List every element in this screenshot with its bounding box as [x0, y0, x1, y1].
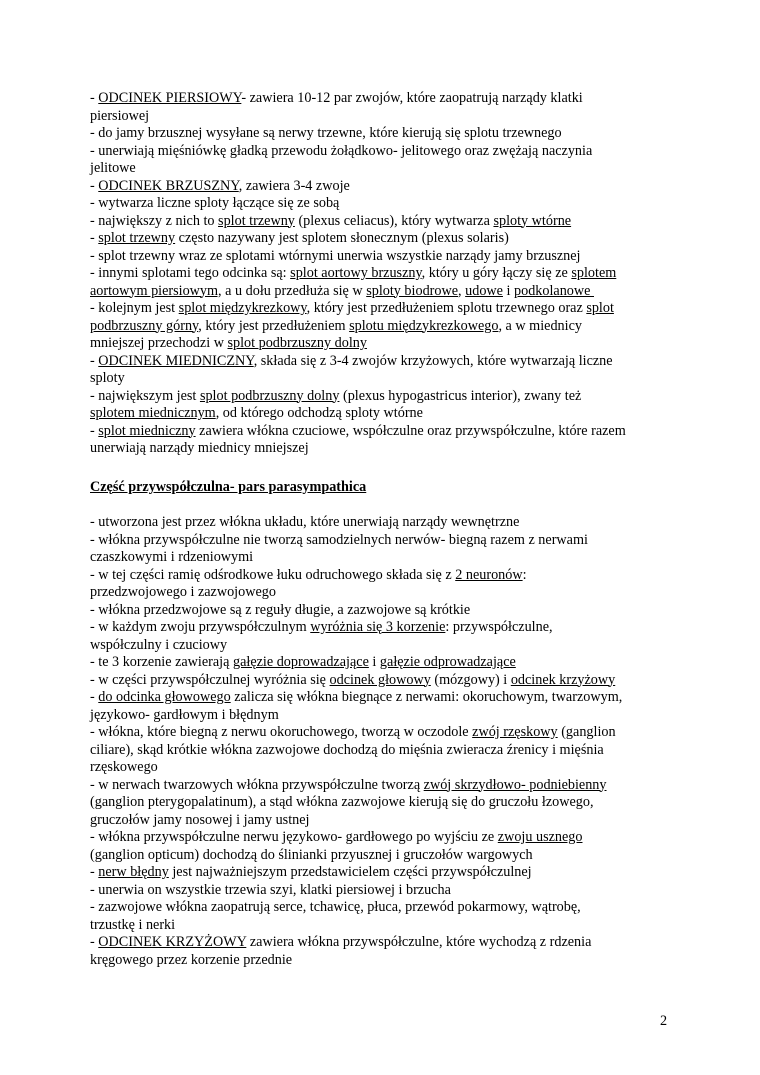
underlined-term: podbrzuszny górny: [90, 317, 199, 334]
underlined-term: splotem miednicznym: [90, 405, 216, 421]
text-segment: trzustkę i nerki: [90, 916, 176, 933]
text-line: [90, 335, 680, 353]
text-line: [90, 654, 690, 672]
text-segment: - w każdym zwoju przywspółczulnym: [90, 619, 311, 635]
underlined-term: odcinek krzyżowy: [510, 671, 616, 688]
text-segment: - utworzona jest przez włókna układu, które unerwiają narządy wewnętrzne: [90, 514, 520, 530]
text-segment: i: [368, 654, 380, 670]
text-segment: - największym jest: [90, 387, 200, 404]
text-line: [90, 619, 690, 637]
underlined-term: 2 neuronów: [455, 566, 523, 583]
text-segment: , który jest przedłużeniem: [198, 317, 350, 334]
text-segment: (mózgowy) i: [430, 671, 511, 688]
text-line: [90, 637, 690, 655]
text-segment: -: [90, 934, 99, 950]
text-line: [90, 812, 690, 830]
underlined-term: sploty biodrowe: [366, 282, 459, 299]
text-line: [90, 230, 680, 248]
text-segment: często nazywany jest splotem słonecznym (plexus solaris): [175, 230, 509, 246]
text-line: [90, 108, 680, 126]
text-line: [90, 283, 680, 301]
text-segment: -: [90, 422, 99, 439]
underlined-term: zwoju usznego: [497, 829, 583, 845]
underlined-term: splot podbrzuszny dolny: [227, 335, 367, 351]
text-line: [90, 160, 680, 178]
text-line: [90, 602, 690, 620]
text-line: [90, 794, 690, 812]
text-line: [90, 759, 690, 777]
text-segment: -: [90, 689, 99, 705]
text-segment: (ganglion pterygopalatinum), a stąd włókna zazwojowe kierują się do gruczołu łzowego,: [90, 794, 594, 810]
text-segment: ,: [458, 282, 466, 299]
underlined-term: wyróżnia się 3 korzenie: [310, 619, 446, 635]
text-segment: - kolejnym jest: [90, 300, 179, 316]
text-segment: - do jamy brzusznej wysyłane są nerwy trzewne, które kierują się splotu trzewnego: [90, 125, 562, 141]
text-line: [90, 567, 690, 585]
text-line: [90, 125, 680, 143]
text-line: [90, 514, 690, 532]
underlined-term: podkolanowe: [514, 282, 594, 299]
text-segment: -: [90, 864, 99, 880]
text-segment: , od którego odchodzą sploty wtórne: [215, 405, 423, 421]
underlined-term: splot trzewny: [218, 212, 295, 229]
text-segment: - w nerwach twarzowych włókna przywspółczulne tworzą: [90, 776, 424, 793]
underlined-term: ODCINEK BRZUSZNY: [98, 177, 239, 194]
text-segment: - unerwia on wszystkie trzewia szyi, klatki piersiowej i brzucha: [90, 881, 451, 898]
text-segment: jelitowe: [90, 160, 136, 176]
underlined-term: splot: [586, 300, 614, 316]
text-segment: zawiera włókna czuciowe, współczulne oraz przywspółczulne, które razem: [195, 422, 626, 439]
underlined-term: splot podbrzuszny dolny: [199, 387, 340, 404]
underlined-term: udowe: [465, 282, 503, 299]
underlined-term: zwój skrzydłowo- podniebienny: [423, 776, 607, 793]
text-segment: - zazwojowe włókna zaopatrują serce, tchawicę, płuca, przewód pokarmowy, wątrobę,: [90, 899, 581, 915]
text-segment: rzęskowego: [90, 759, 158, 775]
text-segment: (plexus celiacus), który wytwarza: [294, 212, 494, 229]
text-line: [90, 847, 690, 865]
text-line: [90, 248, 680, 266]
text-line: [90, 265, 680, 283]
text-line: [90, 318, 680, 336]
text-segment: -: [90, 352, 99, 369]
text-line: [90, 532, 690, 550]
section-parasympathetic-text: [90, 514, 690, 969]
text-line: [90, 917, 690, 935]
text-segment: - w części przywspółczulnej wyróżnia się: [90, 671, 330, 688]
text-line: [90, 353, 680, 371]
text-line: [90, 777, 690, 795]
text-segment: -: [90, 177, 99, 194]
text-segment: - włókna przywspółczulne nie tworzą samodzielnych nerwów- biegną razem z nerwami: [90, 531, 588, 548]
text-line: [90, 952, 690, 970]
underlined-term: sploty wtórne: [493, 212, 572, 229]
text-segment: , składa się z 3-4 zwojów krzyżowych, które wytwarzają liczne: [253, 352, 613, 369]
text-segment: , który u góry łączy się ze: [421, 265, 572, 281]
page-number: 2: [660, 1013, 668, 1029]
text-line: [90, 423, 680, 441]
text-segment: - w tej części ramię odśrodkowe łuku odruchowego składa się z: [90, 566, 456, 583]
underlined-term: ODCINEK PIERSIOWY: [98, 90, 242, 106]
section-heading-parasympathetic: Część przywspółczulna- pars parasympathica: [90, 479, 367, 495]
text-segment: (ganglion: [557, 724, 616, 740]
text-line: [90, 864, 690, 882]
text-segment: -: [90, 230, 99, 246]
text-segment: współczulny i czuciowy: [90, 636, 228, 653]
underlined-term: do odcinka głowowego: [98, 689, 231, 705]
text-segment: , który jest przedłużeniem splotu trzewnego oraz: [306, 300, 587, 316]
text-line: [90, 724, 690, 742]
text-line: [90, 672, 690, 690]
text-segment: zalicza się włókna biegnące z nerwami: okoruchowym, twarzowym,: [230, 689, 623, 705]
text-segment: - włókna przedzwojowe są z reguły długie, a zazwojowe są krótkie: [90, 601, 471, 618]
underlined-term: splotu międzykrezkowego: [349, 317, 499, 334]
text-segment: - te 3 korzenie zawierają: [90, 654, 233, 670]
text-line: [90, 549, 690, 567]
text-segment: - największy z nich to: [90, 212, 219, 229]
underlined-term: ODCINEK MIEDNICZNY: [98, 352, 254, 369]
underlined-term: zwój rzęskowy: [472, 724, 558, 740]
text-line: [90, 90, 680, 108]
text-line: [90, 300, 680, 318]
text-line: [90, 934, 690, 952]
text-line: [90, 195, 680, 213]
text-line: [90, 584, 690, 602]
text-segment: (ganglion opticum) dochodzą do ślinianki przyusznej i gruczołów wargowych: [90, 846, 533, 863]
text-segment: , zawiera 3-4 zwoje: [238, 177, 350, 194]
text-segment: :: [522, 566, 527, 583]
underlined-term: splotem: [571, 265, 617, 281]
text-segment: - włókna, które biegną z nerwu okoruchowego, tworzą w oczodole: [90, 724, 473, 740]
text-line: [90, 829, 690, 847]
text-segment: ciliare), skąd krótkie włókna zazwojowe dochodzą do mięśnia zwieracza źrenicy i mięśnia: [90, 741, 604, 758]
text-segment: zawiera włókna przywspółczulne, które wychodzą z rdzenia: [246, 934, 592, 950]
text-segment: , a w miednicy: [498, 317, 582, 334]
text-segment: piersiowej: [90, 107, 150, 124]
text-segment: -: [90, 90, 99, 106]
text-line: [90, 388, 680, 406]
text-segment: - unerwiają mięśniówkę gładką przewodu żołądkowo- jelitowego oraz zwężają naczynia: [90, 142, 593, 159]
text-line: [90, 882, 690, 900]
text-line: [90, 143, 680, 161]
text-line: [90, 213, 680, 231]
text-segment: kręgowego przez korzenie przednie: [90, 951, 293, 968]
text-segment: a u dołu przedłuża się w: [221, 282, 367, 299]
text-segment: sploty: [90, 370, 125, 386]
underlined-term: gałęzie odprowadzające: [379, 654, 516, 670]
text-segment: czaszkowymi i rdzeniowymi: [90, 549, 254, 565]
text-segment: - włókna przywspółczulne nerwu językowo- gardłowego po wyjściu ze: [90, 829, 498, 845]
text-segment: - wytwarza liczne sploty łączące się ze sobą: [90, 195, 340, 211]
underlined-term: nerw błędny: [98, 864, 169, 880]
text-segment: gruczołów jamy nosowej i jamy ustnej: [90, 811, 310, 828]
underlined-term: splot miedniczny: [98, 422, 196, 439]
text-line: [90, 178, 680, 196]
text-segment: i: [502, 282, 514, 299]
section-sympathetic-text: [90, 90, 680, 458]
text-segment: jest najważniejszym przedstawicielem części przywspółczulnej: [168, 864, 532, 880]
text-line: [90, 707, 690, 725]
text-line: [90, 405, 680, 423]
underlined-term: gałęzie doprowadzające: [232, 654, 369, 670]
text-line: [90, 899, 690, 917]
text-line: [90, 689, 690, 707]
text-segment: językowo- gardłowym i błędnym: [90, 706, 279, 723]
text-segment: unerwiają narządy miednicy mniejszej: [90, 440, 309, 456]
underlined-term: splot aortowy brzuszny: [290, 265, 422, 281]
text-line: [90, 440, 680, 458]
text-segment: przedzwojowego i zazwojowego: [90, 584, 276, 600]
text-segment: - innymi splotami tego odcinka są:: [90, 265, 291, 281]
underlined-term: odcinek głowowy: [329, 671, 431, 688]
text-line: [90, 370, 680, 388]
text-segment: : przywspółczulne,: [445, 619, 553, 635]
underlined-term: splot międzykrezkowy: [178, 300, 307, 316]
underlined-term: aortowym piersiowym,: [90, 282, 222, 299]
underlined-term: ODCINEK KRZYŻOWY: [98, 934, 247, 950]
text-segment: - splot trzewny wraz ze splotami wtórnymi unerwia wszystkie narządy jamy brzusznej: [90, 247, 581, 264]
text-segment: mniejszej przechodzi w: [90, 335, 228, 351]
text-segment: (plexus hypogastricus interior), zwany też: [339, 387, 582, 404]
text-segment: - zawiera 10-12 par zwojów, które zaopatrują narządy klatki: [241, 90, 583, 106]
underlined-term: splot trzewny: [98, 230, 176, 246]
text-line: [90, 742, 690, 760]
